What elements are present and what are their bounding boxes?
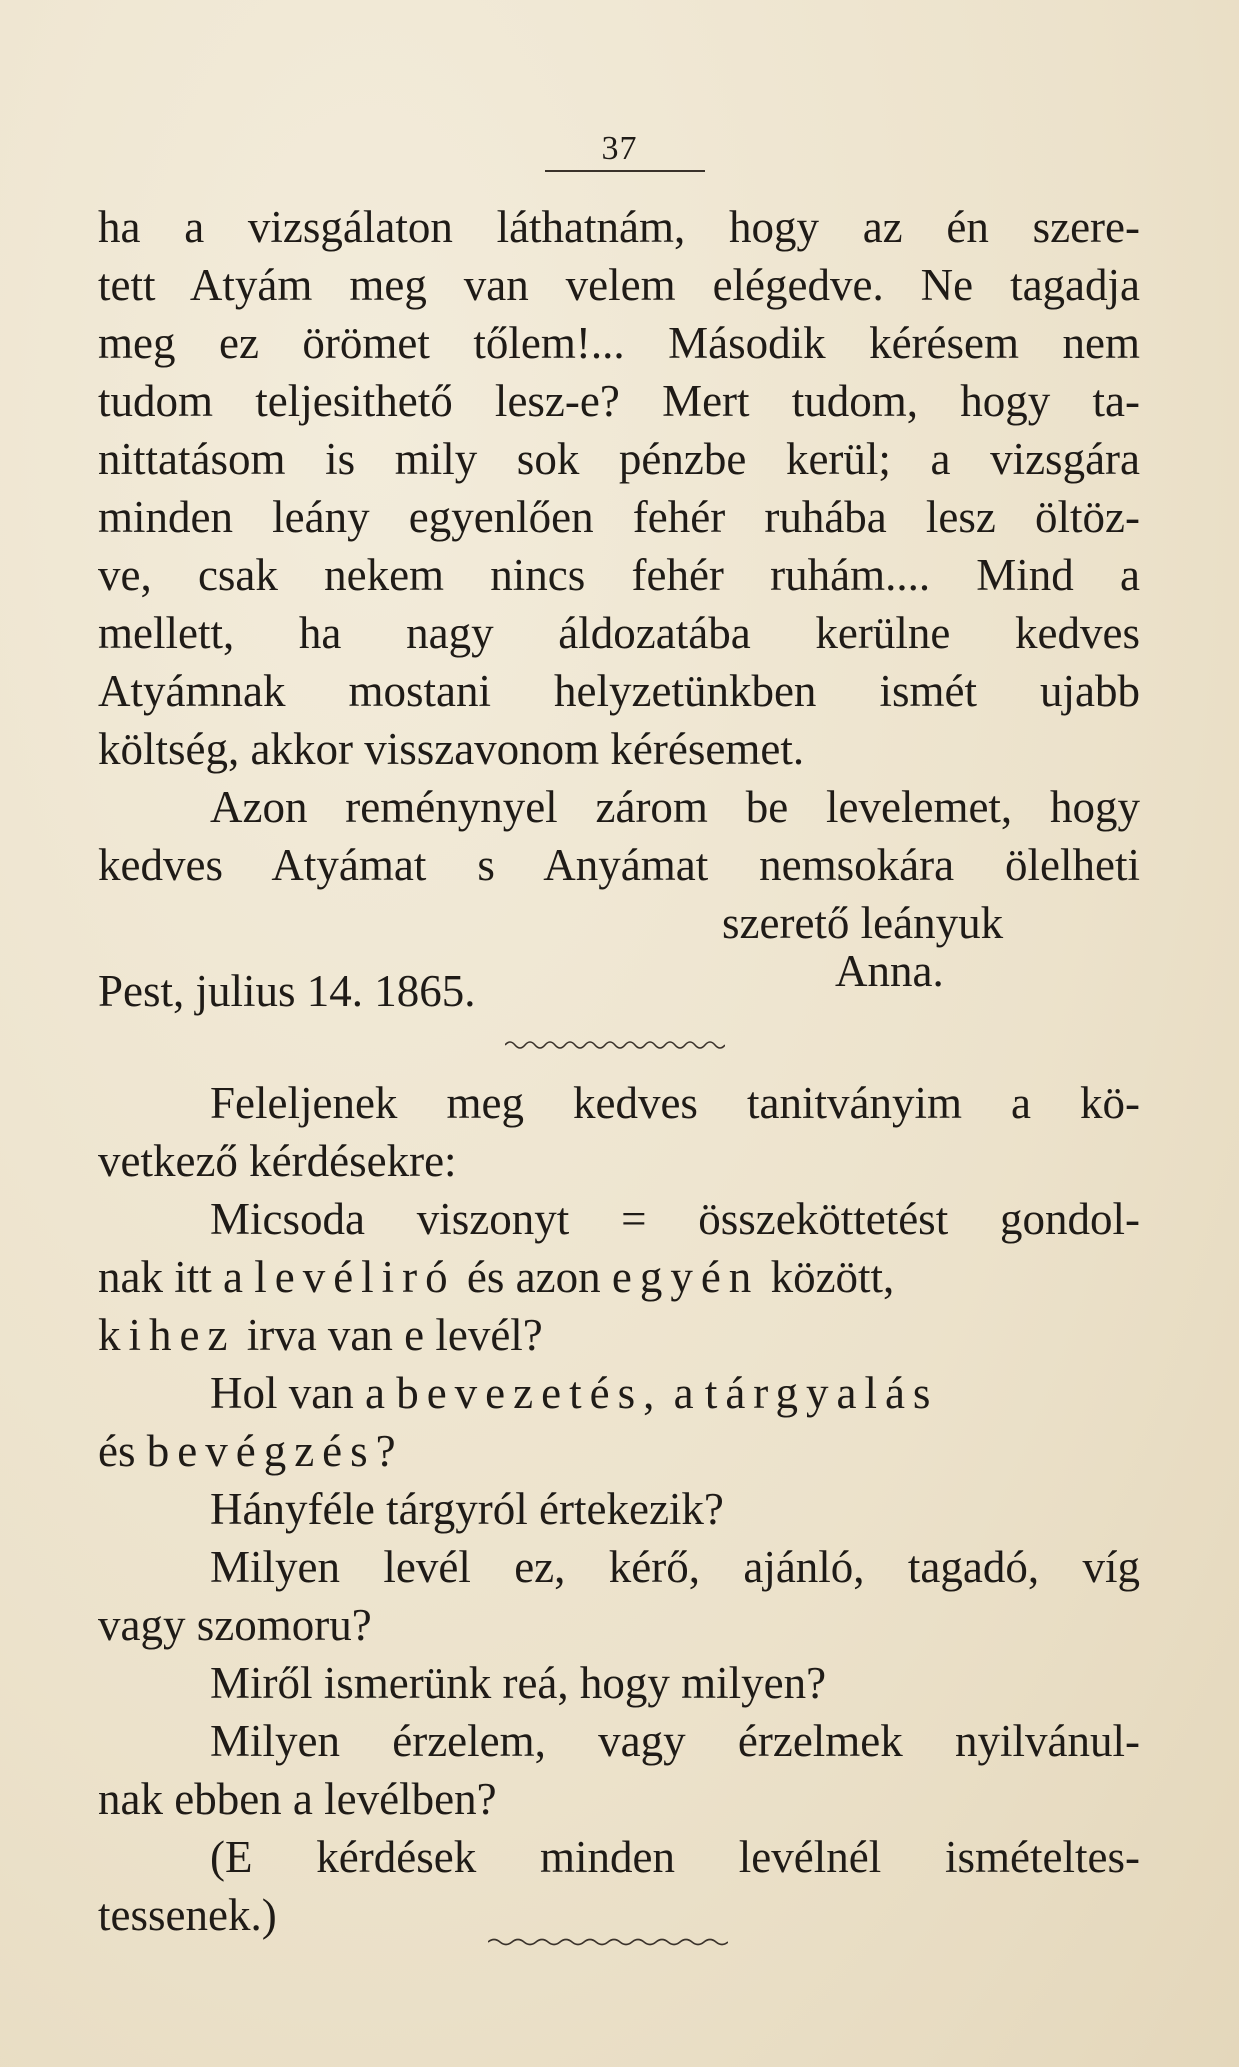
letter-line: meg ez örömet tőlem!... Második kérésem nem: [98, 318, 1140, 368]
question-6-line: Milyen érzelem, vagy érzelmek nyilvánul-: [210, 1716, 1140, 1766]
letter-line: ve, csak nekem nincs fehér ruhám.... Mind a: [98, 550, 1140, 600]
questions-intro-line: Feleljenek meg kedves tanitványim a kö-: [210, 1078, 1140, 1128]
page-number: 37: [601, 130, 638, 167]
questions-intro-line: vetkező kérdésekre:: [98, 1136, 457, 1186]
spaced-emphasis: bevezetés,: [396, 1368, 663, 1418]
question-7-line: tessenek.): [98, 1890, 277, 1940]
letter-line: tett Atyám meg van velem elégedve. Ne tagadja: [98, 260, 1140, 310]
end-ornament: [488, 1935, 728, 1949]
question-2-line: és bevégzés?: [98, 1426, 404, 1476]
spaced-emphasis: egyén: [611, 1252, 760, 1302]
letter-line: mellett, ha nagy áldozatába kerülne kedves: [98, 608, 1140, 658]
closing-line: kedves Atyámat s Anyámat nemsokára ölelheti: [98, 840, 1140, 890]
question-7-line: (E kérdések minden levélnél ismételtes-: [210, 1832, 1140, 1882]
letter-dateline: Pest, julius 14. 1865.: [98, 966, 476, 1016]
section-divider-ornament: [505, 1038, 725, 1052]
question-3-line: Hányféle tárgyról értekezik?: [210, 1484, 724, 1534]
spaced-emphasis: levéliró: [254, 1252, 456, 1302]
spaced-emphasis: tárgyalás: [704, 1368, 939, 1418]
question-1-line: kihez irva van e levél?: [98, 1310, 543, 1360]
letter-line: nittatásom is mily sok pénzbe kerül; a vizsgára: [98, 434, 1140, 484]
letter-line: Atyámnak mostani helyzetünkben ismét ujabb: [98, 666, 1140, 716]
letter-line: minden leány egyenlően fehér ruhába lesz öltöz-: [98, 492, 1140, 542]
letter-line: költség, akkor visszavonom kérésemet.: [98, 724, 805, 774]
question-2-line: Hol van a bevezetés, a tárgyalás: [210, 1368, 939, 1418]
question-6-line: nak ebben a levélben?: [98, 1774, 497, 1824]
question-4-line: vagy szomoru?: [98, 1600, 372, 1650]
closing-line: Azon reménynyel zárom be levelemet, hogy: [210, 782, 1140, 832]
spaced-emphasis: kihez: [98, 1310, 236, 1360]
question-1-line: Micsoda viszonyt = összeköttetést gondol-: [210, 1194, 1140, 1244]
letter-line: ha a vizsgálaton láthatnám, hogy az én szere-: [98, 202, 1140, 252]
letter-signature: Anna.: [835, 946, 944, 996]
question-4-line: Milyen levél ez, kérő, ajánló, tagadó, víg: [210, 1542, 1140, 1592]
letter-line: tudom teljesithető lesz-e? Mert tudom, hogy ta-: [98, 376, 1140, 426]
spaced-emphasis: bevégzés?: [146, 1426, 404, 1476]
question-5-line: Miről ismerünk reá, hogy milyen?: [210, 1658, 827, 1708]
letter-signoff: szerető leányuk: [722, 898, 1004, 948]
question-1-line: nak itt a levéliró és azon egyén között,: [98, 1252, 895, 1302]
page-number-rule: [545, 170, 705, 172]
